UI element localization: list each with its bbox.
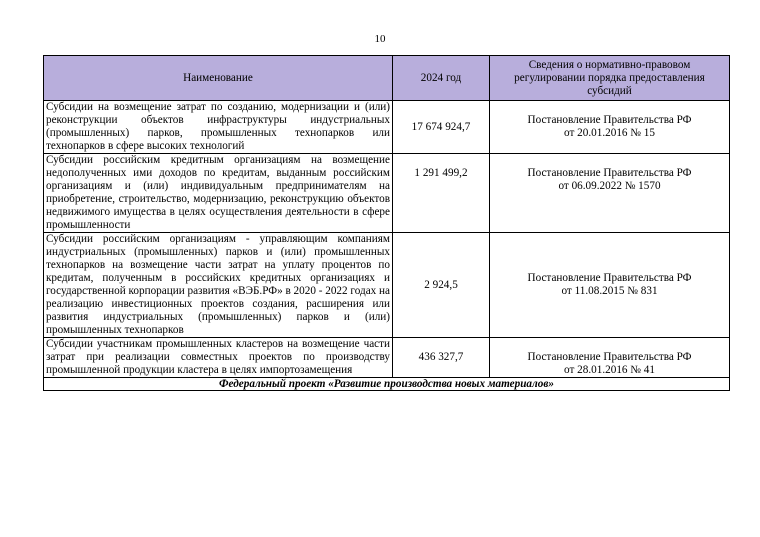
subsidies-table (43, 55, 730, 391)
federal-project-row (44, 378, 730, 391)
subsidy-name: Субсидии российским кредитным организациям на возмещение недополученных ими доходов по кредитам, выданным российским организациям и (или) индивидуальным предпринимателям на приобретение, строительство, модернизацию, реконструкцию объектов недвижимого имущества в целях осуществления деятельности в сфере промышленности (44, 154, 393, 233)
table-row (44, 101, 730, 154)
header-year: 2024 год (393, 56, 490, 101)
header-name: Наименование (44, 56, 393, 101)
page-number: 10 (374, 33, 386, 45)
subsidy-regulation (490, 233, 730, 338)
regulation-line-2: от 28.01.2016 № 41 (564, 364, 655, 376)
regulation-line-1: Постановление Правительства РФ (527, 351, 692, 363)
subsidy-name: Субсидии на возмещение затрат по созданию, модернизации и (или) реконструкции объектов инфраструктуры индустриальных (промышленных) парков, промышленных технопарков или технопарков в сфере высоких технологий (44, 101, 393, 154)
subsidy-regulation (490, 338, 730, 378)
regulation-line-1: Постановление Правительства РФ (527, 272, 692, 284)
regulation-line-2: от 20.01.2016 № 15 (564, 127, 655, 139)
table-row (44, 154, 730, 233)
regulation-line-1: Постановление Правительства РФ (527, 167, 692, 179)
table-row (44, 338, 730, 378)
regulation-line-2: от 06.09.2022 № 1570 (558, 180, 661, 192)
subsidy-amount: 2 924,5 (393, 233, 490, 338)
header-regulation: Сведения о нормативно-правовом регулировании порядка предоставления субсидий (490, 56, 730, 101)
amount-value: 436 327,7 (418, 351, 464, 363)
regulation-line-1: Постановление Правительства РФ (527, 114, 692, 126)
subsidy-amount: 17 674 924,7 (393, 101, 490, 154)
subsidy-regulation (490, 101, 730, 154)
subsidy-regulation (490, 154, 730, 233)
amount-value: 1 291 499,2 (414, 167, 468, 179)
subsidy-name: Субсидии российским организациям - управляющим компаниям индустриальных (промышленных) парков и (или) промышленных технопарков на возмещение части затрат на уплату процентов по кредитам, полученным в российских кредитных организациях и государственной корпорации развития «ВЭБ.РФ» в 2020 - 2022 годах на реализацию инвестиционных проектов создания, расширения или развития индустриальных (промышленных) парков и (или) промышленных технопарков (44, 233, 393, 338)
table-row (44, 233, 730, 338)
subsidy-amount (393, 338, 490, 378)
table-header-row (44, 56, 730, 101)
federal-project-title: Федеральный проект «Развитие производства новых материалов» (44, 378, 730, 391)
regulation-line-2: от 11.08.2015 № 831 (561, 285, 658, 297)
subsidy-name: Субсидии участникам промышленных кластеров на возмещение части затрат при реализации совместных проектов по производству промышленной продукции кластера в целях импортозамещения (44, 338, 393, 378)
subsidy-amount (393, 154, 490, 233)
